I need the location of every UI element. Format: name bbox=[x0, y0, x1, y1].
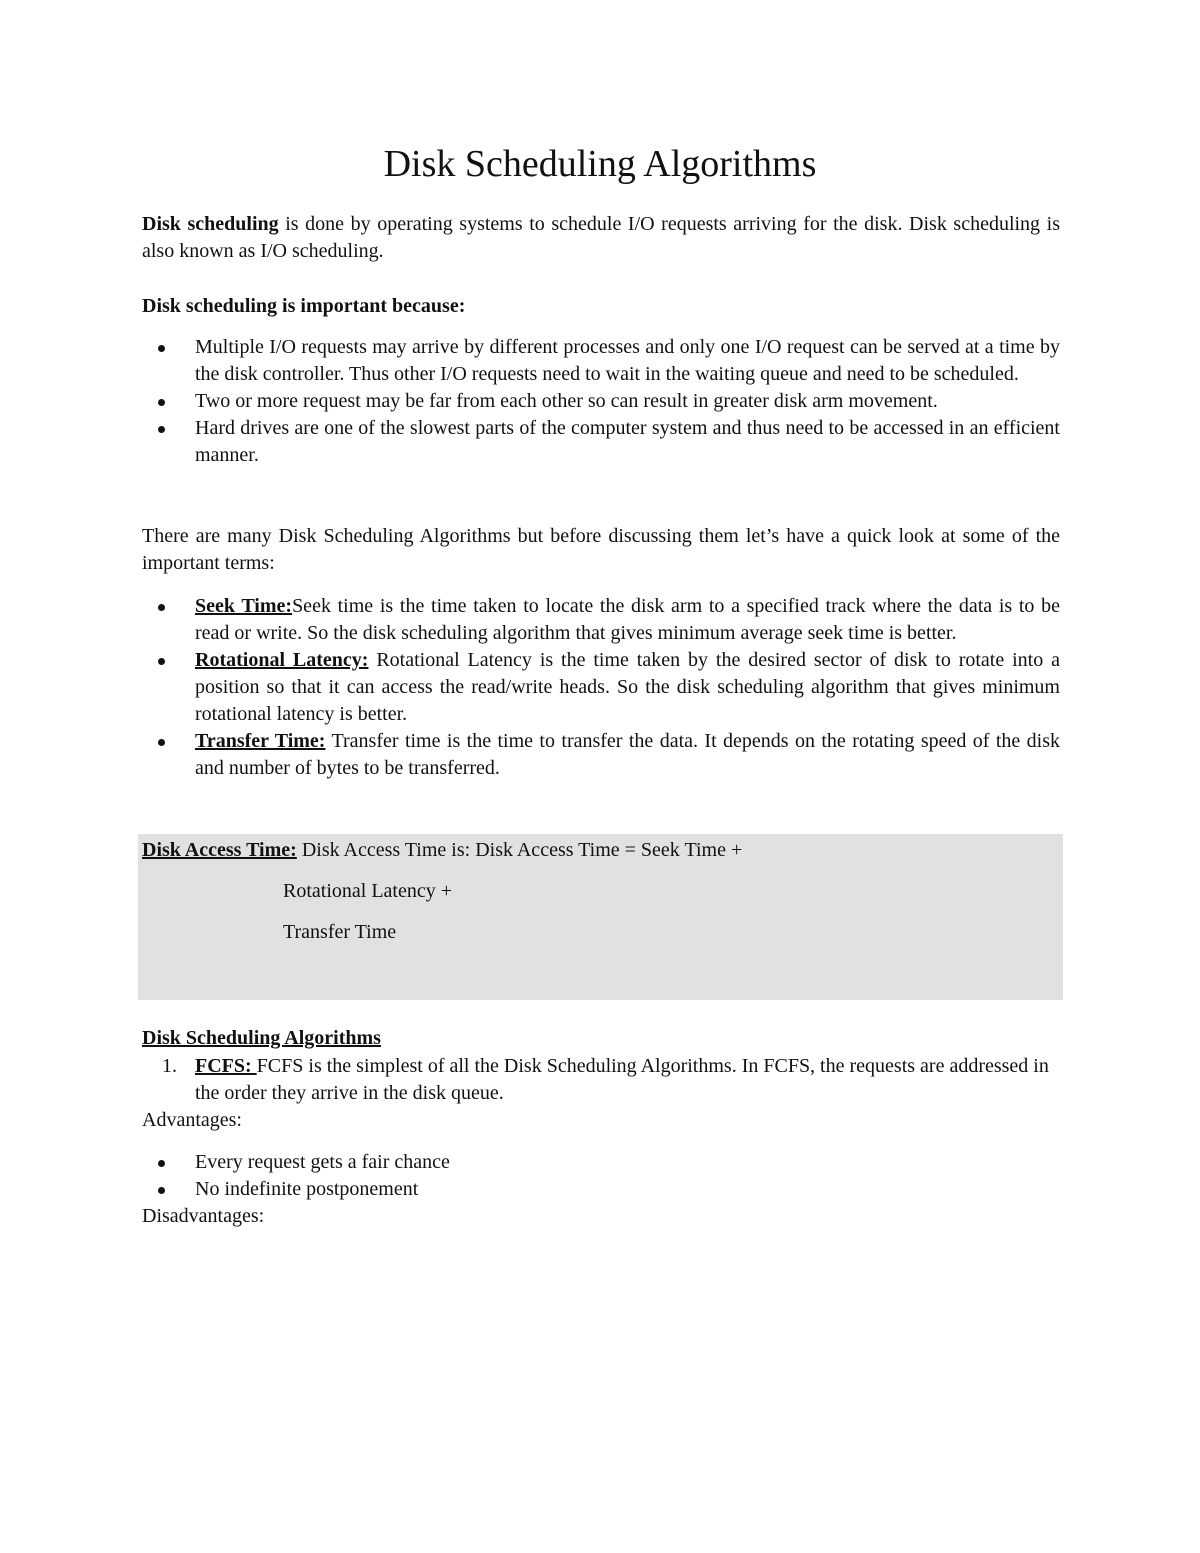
list-item: No indefinite postponement bbox=[142, 1176, 1060, 1203]
disadvantages-label: Disadvantages: bbox=[142, 1205, 265, 1227]
intro-paragraph bbox=[142, 211, 1060, 265]
bullet-icon bbox=[158, 1187, 165, 1194]
bullet-icon bbox=[158, 658, 165, 665]
terms-intro: There are many Disk Scheduling Algorithms but before discussing them let’s have a quick look at some of the important terms: bbox=[142, 525, 1060, 574]
importance-heading: Disk scheduling is important because: bbox=[142, 295, 466, 317]
list-item: Rotational Latency: Rotational Latency is the time taken by the desired sector of disk to rotate into a position so that it can access the read/write heads. So the disk scheduling algorithm that gives minimum rotational latency is better. bbox=[142, 647, 1060, 728]
bullet-icon bbox=[158, 399, 165, 406]
algorithms-heading: Disk Scheduling Algorithms bbox=[142, 1027, 381, 1049]
list-number: 1. bbox=[162, 1055, 177, 1077]
access-time-line-1: Disk Access Time: Disk Access Time is: Disk Access Time = Seek Time + bbox=[142, 839, 743, 861]
list-item: Multiple I/O requests may arrive by different processes and only one I/O request can be served at a time by the disk controller. Thus other I/O requests need to wait in the waiting queue and need to be scheduled. bbox=[142, 334, 1060, 388]
list-item: Transfer Time: Transfer time is the time to transfer the data. It depends on the rotating speed of the disk and number of bytes to be transferred. bbox=[142, 728, 1060, 782]
list-item: Two or more request may be far from each other so can result in greater disk arm movement. bbox=[142, 388, 1060, 415]
bullet-icon bbox=[158, 426, 165, 433]
terms-list bbox=[142, 593, 1060, 782]
bullet-icon bbox=[158, 604, 165, 611]
list-item: Hard drives are one of the slowest parts of the computer system and thus need to be accessed in an efficient manner. bbox=[142, 415, 1060, 469]
access-time-line-3: Transfer Time bbox=[283, 921, 397, 943]
bullet-icon bbox=[158, 345, 165, 352]
page-title: Disk Scheduling Algorithms bbox=[383, 143, 817, 185]
term-label: Transfer Time: bbox=[195, 730, 326, 752]
access-time-term: Disk Access Time: bbox=[142, 839, 297, 861]
list-item: Every request gets a fair chance bbox=[142, 1149, 1060, 1176]
term-label: FCFS: bbox=[195, 1055, 257, 1077]
importance-list bbox=[142, 334, 1060, 469]
term-label: Rotational Latency: bbox=[195, 649, 369, 671]
intro-bold-term: Disk scheduling bbox=[142, 213, 279, 235]
list-item: Seek Time:Seek time is the time taken to locate the disk arm to a specified track where the data is to be read or write. So the disk scheduling algorithm that gives minimum average seek time is better. bbox=[142, 593, 1060, 647]
algorithms-list bbox=[142, 1053, 1060, 1107]
list-item: 1. FCFS: FCFS is the simplest of all the Disk Scheduling Algorithms. In FCFS, the requests are addressed in the order they arrive in the disk queue. bbox=[162, 1055, 1049, 1104]
intro-text: is done by operating systems to schedule I/O requests arriving for the disk. Disk scheduling is also known as I/O scheduling. bbox=[142, 213, 1060, 262]
access-time-line-2: Rotational Latency + bbox=[283, 880, 453, 902]
term-label: Seek Time: bbox=[195, 595, 293, 617]
advantages-list bbox=[142, 1149, 1060, 1203]
advantages-label: Advantages: bbox=[142, 1109, 242, 1131]
bullet-icon bbox=[158, 739, 165, 746]
bullet-icon bbox=[158, 1160, 165, 1167]
